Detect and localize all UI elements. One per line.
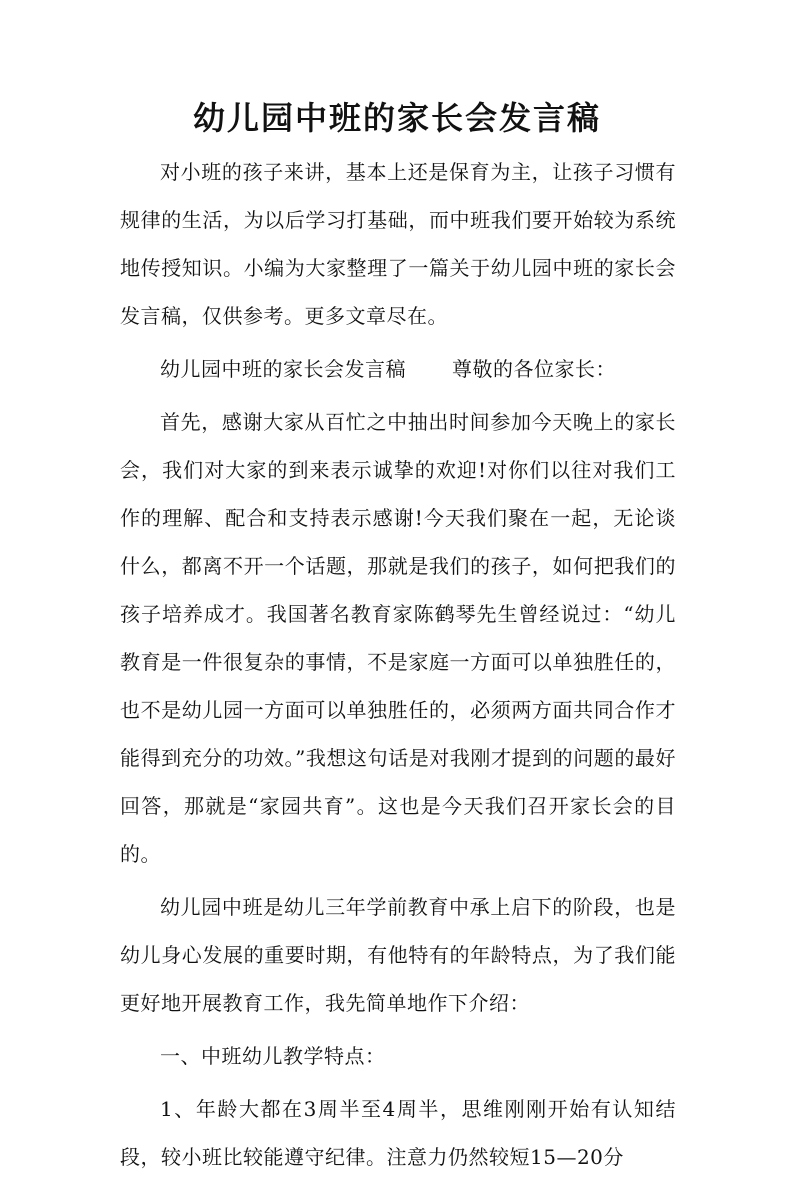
subheading-greeting-line — [120, 345, 676, 393]
document-title: 幼儿园中班的家长会发言稿 — [192, 99, 601, 137]
greeting-text: 尊敬的各位家长： — [452, 357, 616, 381]
document-body — [120, 148, 676, 1181]
paragraph-opening-thanks: 首先，感谢大家从百忙之中抽出时间参加今天晚上的家长会，我们对大家的到来表示诚挚的欢迎!对你们以往对我们工作的理解、配合和支持表示感谢!今天我们聚在一起，无论谈什么，都离不开一个话题，那就是我们的孩子，如何把我们的孩子培养成才。我国著名教育家陈鹤琴先生曾经说过：“幼儿教育是一件很复杂的事情，不是家庭一方面可以单独胜任的，也不是幼儿园一方面可以单独胜任的，必须两方面共同合作才能得到充分的功效。”我想这句话是对我刚才提到的问题的最好回答，那就是“家园共育”。这也是今天我们召开家长会的目的。 — [120, 410, 676, 866]
list-item-1: 1、年龄大都在3周半至4周半，思维刚刚开始有认知结段，较小班比较能遵守纪律。注意力仍然较短15—20分 — [120, 1097, 676, 1169]
paragraph-middle-class-stage: 幼儿园中班是幼儿三年学前教育中承上启下的阶段，也是幼儿身心发展的重要时期，有他特有的年龄特点，为了我们能更好地开展教育工作，我先简单地作下介绍： — [120, 895, 676, 1015]
subheading-text: 幼儿园中班的家长会发言稿 — [160, 357, 406, 381]
intro-paragraph: 对小班的孩子来讲，基本上还是保育为主，让孩子习惯有规律的生活，为以后学习打基础，而中班我们要开始较为系统地传授知识。小编为大家整理了一篇关于幼儿园中班的家长会发言稿，仅供参考。更多文章尽在。 — [120, 160, 676, 328]
section-heading: 一、中班幼儿教学特点： — [160, 1044, 386, 1068]
